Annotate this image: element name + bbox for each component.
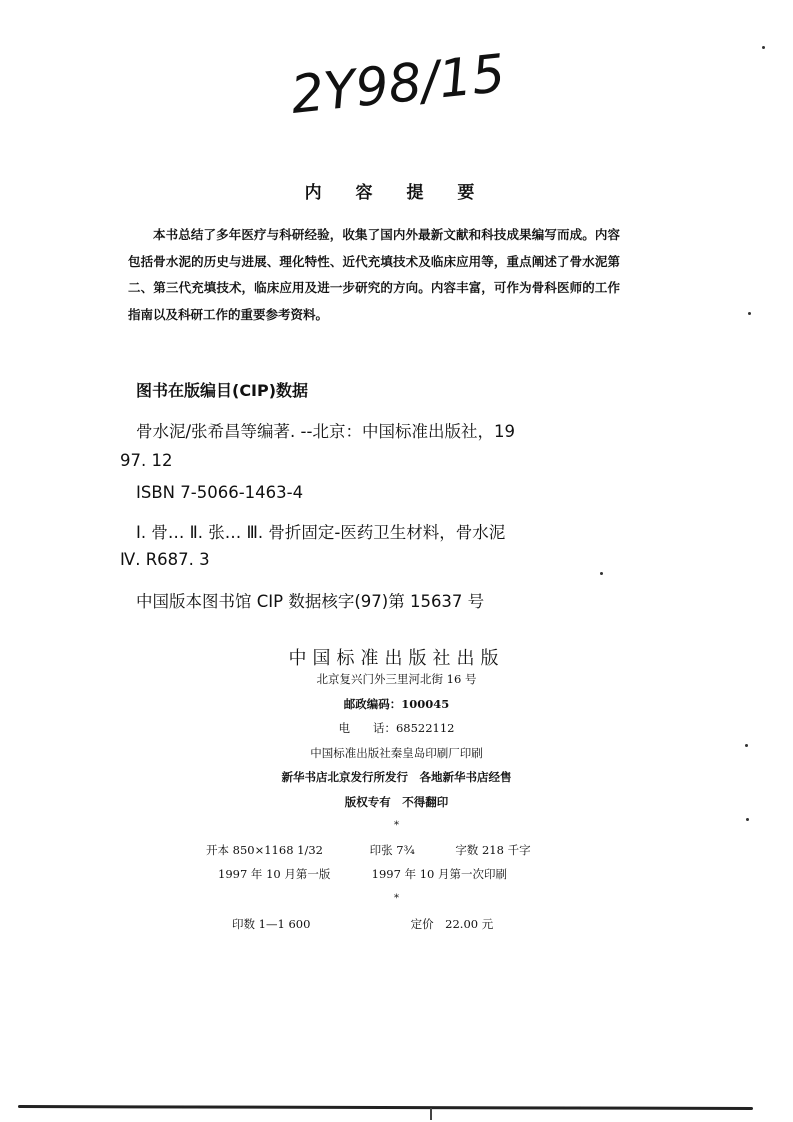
spec-row-edition bbox=[218, 866, 608, 882]
handwritten-note-text: 2Y98/15 bbox=[288, 43, 508, 126]
abstract-title: 内 容 提 要 bbox=[304, 183, 489, 203]
scan-speck bbox=[746, 818, 749, 821]
cip-subjects-line2: Ⅳ. R687. 3 bbox=[120, 550, 210, 569]
spec-sheets: 印张 7¾ bbox=[369, 843, 415, 857]
cip-subjects-line1: Ⅰ. 骨… Ⅱ. 张… Ⅲ. 骨折固定-医药卫生材料，骨水泥 bbox=[136, 523, 506, 542]
spec-row-format bbox=[206, 842, 596, 858]
spec-words: 字数 218 千字 bbox=[455, 843, 531, 857]
cip-record-line1: 骨水泥/张希昌等编著. --北京：中国标准出版社，19 bbox=[136, 422, 515, 441]
cip-verification: 中国版本图书馆 CIP 数据核字(97)第 15637 号 bbox=[136, 592, 485, 611]
scan-speck bbox=[745, 744, 748, 747]
cip-heading: 图书在版编目(CIP)数据 bbox=[136, 381, 309, 400]
handwritten-note bbox=[285, 28, 545, 128]
separator-star-1: * bbox=[394, 820, 399, 831]
cip-isbn: ISBN 7-5066-1463-4 bbox=[136, 483, 304, 502]
scan-speck bbox=[600, 572, 603, 575]
cip-record-line2: 97. 12 bbox=[120, 451, 173, 470]
spec-price: 定价 22.00 元 bbox=[410, 917, 494, 931]
copyright-notice: 版权专有 不得翻印 bbox=[344, 795, 449, 809]
scan-speck bbox=[762, 46, 765, 49]
distributor-info: 新华书店北京发行所发行 各地新华书店经售 bbox=[281, 770, 512, 784]
printer-info: 中国标准出版社秦皇岛印刷厂印刷 bbox=[310, 746, 483, 760]
spec-format: 开本 850×1168 1/32 bbox=[206, 843, 323, 857]
publisher-name: 中国标准出版社出版 bbox=[288, 648, 505, 669]
scan-speck bbox=[748, 312, 751, 315]
abstract-body: 本书总结了多年医疗与科研经验，收集了国内外最新文献和科技成果编写而成。内容包括骨水泥的历史与进展、理化特性、近代充填技术及临床应用等，重点阐述了骨水泥第二、第三代充填技术，临床应用及进一步研究的方向。内容丰富，可作为骨科医师的工作指南以及科研工作的重要参考资料。 bbox=[128, 227, 620, 322]
separator-star-2: * bbox=[394, 893, 399, 904]
spec-edition: 1997 年 10 月第一版 bbox=[218, 867, 331, 881]
publisher-address: 北京复兴门外三里河北街 16 号 bbox=[316, 672, 477, 686]
publisher-postcode: 邮政编码：100045 bbox=[343, 697, 450, 711]
spec-row-price bbox=[232, 916, 622, 932]
spec-printing: 1997 年 10 月第一次印刷 bbox=[371, 867, 508, 881]
publisher-phone: 电 话：68522112 bbox=[338, 721, 455, 735]
page-bottom-tick bbox=[430, 1108, 432, 1120]
spec-print-run: 印数 1—1 600 bbox=[232, 917, 311, 931]
page-bottom-rule bbox=[18, 1105, 753, 1110]
